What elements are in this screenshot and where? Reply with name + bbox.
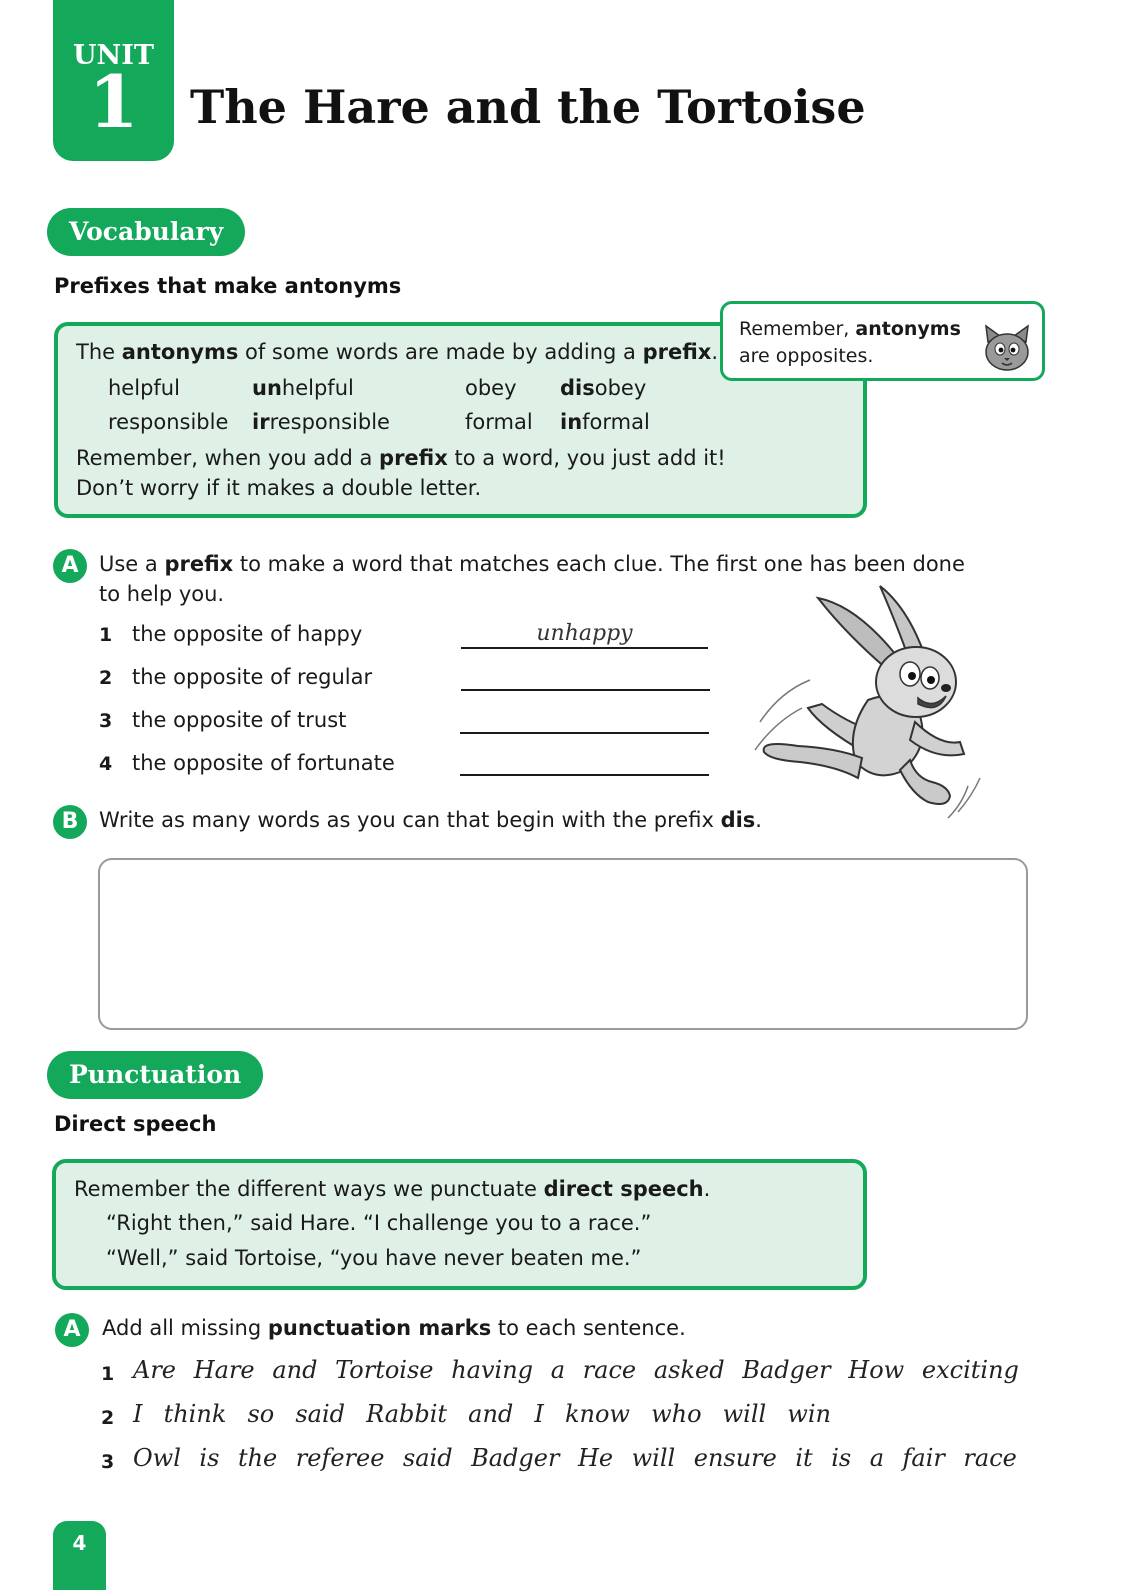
text-run: Add all missing: [102, 1316, 268, 1340]
text-run: Use a: [99, 552, 165, 576]
sentence-word: and: [272, 1356, 318, 1384]
sentence-word: said: [402, 1444, 453, 1472]
base-word: formal: [465, 410, 533, 434]
sentence-word: Badger: [742, 1356, 831, 1384]
text-run: are opposites.: [739, 345, 874, 367]
sentence-word: think: [163, 1400, 227, 1428]
antonym-word: [252, 410, 390, 434]
sentence-word: win: [787, 1400, 831, 1428]
sentence: [133, 1356, 1019, 1384]
answer-line[interactable]: [461, 689, 710, 691]
keyword-prefix: prefix: [379, 446, 448, 470]
clue-text: the opposite of fortunate: [132, 751, 395, 775]
cat-mascot-icon: [980, 322, 1034, 376]
sentence-word: asked: [653, 1356, 725, 1384]
sentence-number: 3: [101, 1451, 115, 1473]
keyword-direct-speech: direct speech: [543, 1177, 704, 1201]
base-word: responsible: [108, 410, 229, 434]
text-run: Remember the different ways we punctuate: [74, 1177, 544, 1201]
unit-tab: [53, 0, 174, 161]
antonym-word: [560, 410, 650, 434]
direct-speech-info-box: [52, 1159, 867, 1290]
base-word: obey: [465, 376, 517, 400]
text-run: Remember,: [739, 318, 856, 340]
running-hare-illustration: [750, 582, 990, 827]
answer-line[interactable]: [461, 647, 708, 649]
task-b-badge: B: [53, 805, 87, 839]
sentence-word: the: [237, 1444, 278, 1472]
prefix-part: in: [560, 410, 583, 434]
text-run: to help you.: [99, 582, 225, 606]
sentence-word: is: [199, 1444, 220, 1472]
text-run: to each sentence.: [491, 1316, 686, 1340]
sentence-word: ensure: [693, 1444, 777, 1472]
task-a-badge: A: [53, 549, 87, 583]
sentence-word: race: [582, 1356, 637, 1384]
sentence-word: I: [534, 1400, 544, 1428]
stem-part: formal: [582, 410, 650, 434]
text-run: .: [711, 340, 718, 364]
sentence-word: referee: [295, 1444, 385, 1472]
keyword-punctuation-marks: punctuation marks: [267, 1316, 492, 1340]
stem-part: responsible: [269, 410, 390, 434]
text-run: The: [76, 340, 122, 364]
sentence-word: fair: [902, 1444, 945, 1472]
sentence-word: Hare: [193, 1356, 255, 1384]
punctuation-subheading: Direct speech: [54, 1112, 217, 1136]
prefix-part: dis: [560, 376, 595, 400]
punctuation-task-a-badge: A: [55, 1313, 89, 1347]
task-b-instructions: [99, 805, 762, 835]
keyword-prefix: prefix: [642, 340, 712, 364]
unit-label: UNIT: [73, 40, 154, 71]
sentence-word: who: [651, 1400, 702, 1428]
keyword-antonyms: antonyms: [855, 318, 961, 340]
prefix-info-intro: [76, 340, 718, 364]
sentence-word: said: [295, 1400, 345, 1428]
sentence-word: and: [468, 1400, 514, 1428]
text-run: Write as many words as you can that begin with the prefix: [99, 808, 721, 832]
sentence-word: Tortoise: [335, 1356, 434, 1384]
keyword-dis: dis: [720, 808, 756, 832]
antonym-word: [560, 376, 646, 400]
item-number: 2: [99, 667, 113, 689]
text-run: of some words are made by adding a: [238, 340, 643, 364]
sentence-word: know: [564, 1400, 630, 1428]
antonyms-note-text: [739, 316, 961, 370]
sentence-word: How: [848, 1356, 905, 1384]
unit-number: 1: [88, 59, 139, 144]
sentence-word: I: [133, 1400, 143, 1428]
antonyms-note: [720, 301, 1045, 381]
answer-line[interactable]: [460, 732, 709, 734]
prefix-part: ir: [252, 410, 270, 434]
prefix-reminder: [76, 446, 726, 470]
answer-text: unhappy: [536, 621, 633, 646]
double-letter-reminder: Don’t worry if it makes a double letter.: [76, 476, 482, 500]
text-run: to make a word that matches each clue. The first one has been done: [233, 552, 965, 576]
clue-text: the opposite of regular: [132, 665, 373, 689]
keyword-prefix: prefix: [164, 552, 234, 576]
text-run: to a word, you just add it!: [447, 446, 726, 470]
sentence-word: will: [722, 1400, 767, 1428]
sentence-number: 2: [101, 1407, 115, 1429]
sentence-word: is: [831, 1444, 852, 1472]
vocabulary-pill: Vocabulary: [47, 208, 245, 256]
sentence: [133, 1400, 831, 1428]
sentence-word: exciting: [921, 1356, 1019, 1384]
punctuation-pill: Punctuation: [47, 1051, 263, 1099]
sentence-word: it: [795, 1444, 813, 1472]
prefix-part: un: [252, 376, 282, 400]
sentence-word: having: [451, 1356, 534, 1384]
page-number: 4: [53, 1521, 106, 1590]
sentence-word: a: [869, 1444, 885, 1472]
clue-text: the opposite of happy: [132, 622, 363, 646]
base-word: helpful: [108, 376, 180, 400]
sentence-word: Badger: [471, 1444, 560, 1472]
direct-speech-intro: [74, 1177, 710, 1201]
text-run: Remember, when you add a: [76, 446, 380, 470]
speech-example: “Right then,” said Hare. “I challenge you to a race.”: [106, 1211, 652, 1235]
answer-line[interactable]: [460, 774, 709, 776]
stem-part: helpful: [281, 376, 354, 400]
item-number: 4: [99, 753, 113, 775]
item-number: 1: [99, 624, 113, 646]
sentence-word: He: [577, 1444, 614, 1472]
item-number: 3: [99, 710, 113, 732]
sentence-word: Are: [133, 1356, 177, 1384]
sentence: [133, 1444, 1017, 1472]
sentence-word: a: [550, 1356, 566, 1384]
sentence-word: Owl: [133, 1444, 181, 1472]
text-run: .: [755, 808, 762, 832]
sentence-word: Rabbit: [366, 1400, 448, 1428]
sentence-word: race: [963, 1444, 1017, 1472]
keyword-antonyms: antonyms: [121, 340, 239, 364]
sentence-word: will: [631, 1444, 676, 1472]
speech-example: “Well,” said Tortoise, “you have never beaten me.”: [106, 1246, 642, 1270]
stem-part: obey: [594, 376, 647, 400]
punctuation-task-a-instructions: [102, 1313, 686, 1343]
sentence-word: so: [247, 1400, 275, 1428]
vocabulary-subheading: Prefixes that make antonyms: [54, 274, 402, 298]
sentence-number: 1: [101, 1363, 115, 1385]
antonym-word: [252, 376, 354, 400]
dis-words-writing-box[interactable]: [98, 858, 1028, 1030]
page-title: The Hare and the Tortoise: [190, 80, 866, 134]
text-run: .: [703, 1177, 711, 1201]
clue-text: the opposite of trust: [132, 708, 347, 732]
